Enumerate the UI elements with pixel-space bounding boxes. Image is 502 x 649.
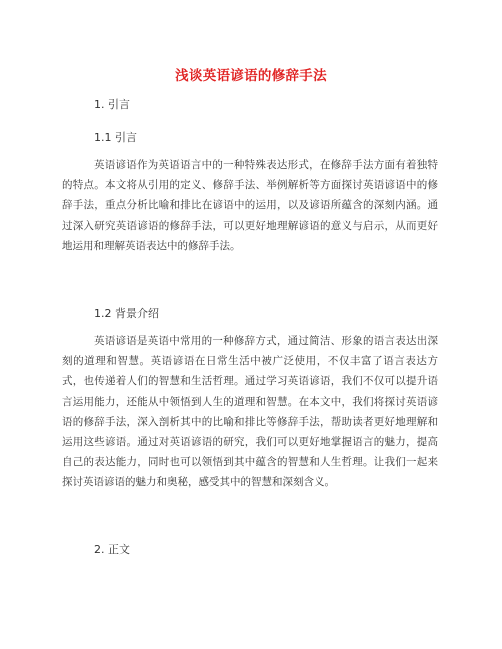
section-heading-intro: 1. 引言 — [94, 98, 130, 111]
paragraph-intro: 英语谚语作为英语语言中的一种特殊表达形式，在修辞手法方面有着独特的特点。本文将从引用的定义、修辞手法、举例解析等方面探讨英语谚语中的修辞手法，重点分析比喻和排比在谚语中的运用，以及谚语所蕴含的深刻内涵。通过深入研究英语谚语的修辞手法，可以更好地理解谚语的意义与启示，从而更好地运用和理解英语表达中的修辞手法。 — [62, 159, 438, 252]
section-heading-body: 2. 正文 — [94, 543, 130, 556]
subsection-heading-intro: 1.1 引言 — [94, 131, 137, 144]
paragraph-background: 英语谚语是英语中常用的一种修辞方式，通过简洁、形象的语言表达出深刻的道理和智慧。英语谚语在日常生活中被广泛使用，不仅丰富了语言表达方式，也传递着人们的智慧和生活哲理。通过学习英语谚语，我们不仅可以提升语言运用能力，还能从中领悟到人生的道理和智慧。在本文中，我们将探讨英语谚语的修辞手法，深入剖析其中的比喻和排比等修辞手法，帮助读者更好地理解和运用这些谚语。通过对英语谚语的研究，我们可以更好地掌握语言的魅力，提高自己的表达能力，同时也可以领悟到其中蕴含的智慧和人生哲理。让我们一起来探讨英语谚语的魅力和奥秘，感受其中的智慧和深刻含义。 — [62, 335, 438, 489]
subsection-heading-background: 1.2 背景介绍 — [94, 307, 159, 320]
document-title: 浅谈英语谚语的修辞手法 — [175, 68, 327, 84]
